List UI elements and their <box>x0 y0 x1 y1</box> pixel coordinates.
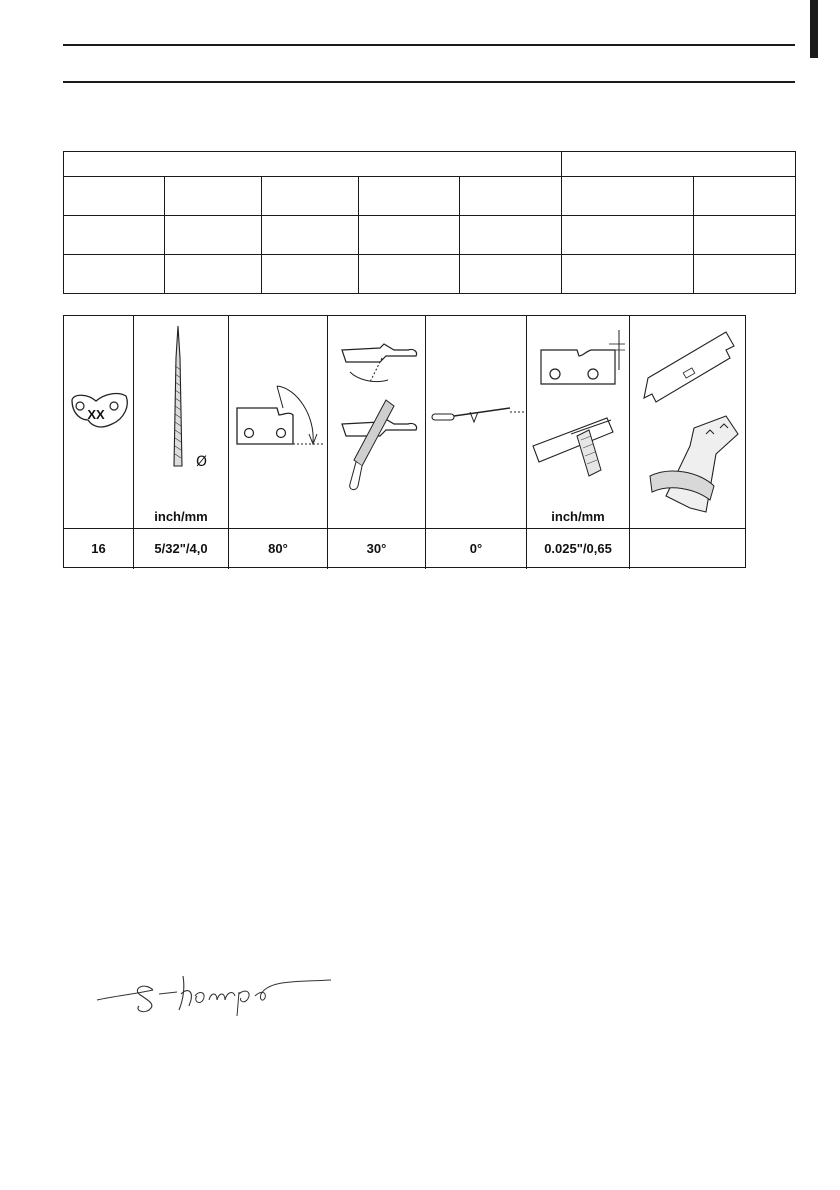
cutter-value: 16 <box>64 529 134 569</box>
table-cell <box>359 216 460 255</box>
depth-gauge-value: 0.025"/0,65 <box>527 529 630 569</box>
table-cell <box>694 177 796 216</box>
table-cell <box>64 177 165 216</box>
table-cell <box>694 255 796 294</box>
table-cell <box>460 216 562 255</box>
filing-angle-value: 30° <box>328 529 426 569</box>
spec-group-header-right <box>562 152 796 177</box>
gauge-tools-column <box>630 316 747 528</box>
table-cell <box>460 255 562 294</box>
table-cell <box>262 216 359 255</box>
top-plate-angle-value: 80° <box>229 529 328 569</box>
table-cell <box>165 216 262 255</box>
handwritten-signature <box>95 960 345 1020</box>
chain-spec-table <box>63 151 796 294</box>
sharpening-table <box>63 315 746 568</box>
gauge-tools-value <box>630 529 747 569</box>
depth-gauge-column <box>527 316 630 528</box>
header-rule-bottom <box>63 81 795 83</box>
file-holder-angle-value: 0° <box>426 529 527 569</box>
table-cell <box>64 216 165 255</box>
table-cell <box>359 255 460 294</box>
table-cell <box>165 177 262 216</box>
gauge-tools-icon <box>630 316 747 528</box>
file-holder-column <box>426 316 527 528</box>
table-row <box>64 255 796 294</box>
file-diameter-column <box>134 316 229 528</box>
file-holder-icon <box>426 316 527 528</box>
page-edge-marker <box>810 0 818 58</box>
table-cell <box>262 177 359 216</box>
table-cell <box>359 177 460 216</box>
table-cell <box>562 255 694 294</box>
depth-gauge-icon <box>527 316 630 528</box>
table-cell <box>64 255 165 294</box>
header-rule-top <box>63 44 795 46</box>
top-plate-angle-column <box>229 316 328 528</box>
top-plate-angle-icon <box>229 316 328 528</box>
table-cell <box>694 216 796 255</box>
cutter-column <box>64 316 134 528</box>
table-cell <box>562 177 694 216</box>
table-cell <box>262 255 359 294</box>
file-unit-label: inch/mm <box>154 509 208 524</box>
filing-angle-icon <box>328 316 426 528</box>
table-cell <box>460 177 562 216</box>
spec-group-header-left <box>64 152 562 177</box>
table-cell <box>562 216 694 255</box>
table-row <box>64 216 796 255</box>
file-diameter-value: 5/32"/4,0 <box>134 529 229 569</box>
round-file-icon <box>134 316 229 528</box>
sharpening-values-row <box>64 528 745 569</box>
table-cell <box>165 255 262 294</box>
cutter-code-label: XX <box>87 407 105 422</box>
filing-angle-column <box>328 316 426 528</box>
table-row <box>64 177 796 216</box>
chain-cutter-icon <box>64 316 134 528</box>
diameter-symbol: Ø <box>196 454 208 470</box>
spec-group-header-row <box>64 152 796 177</box>
depth-unit-label: inch/mm <box>551 509 605 524</box>
